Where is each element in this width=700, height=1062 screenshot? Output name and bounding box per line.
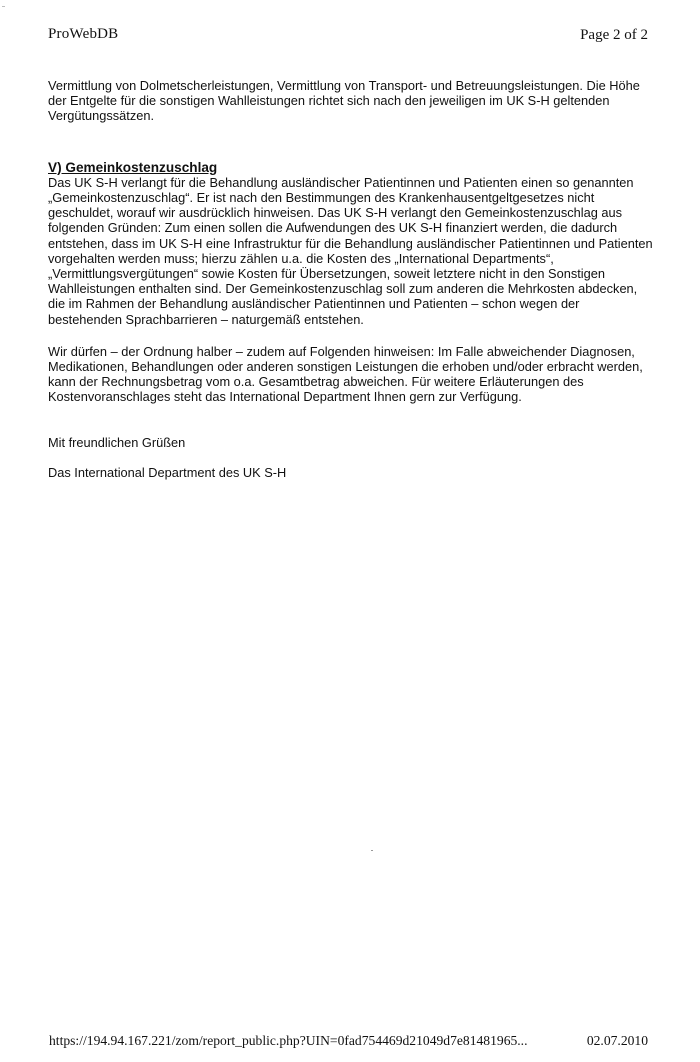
paragraph-hinweis: Wir dürfen – der Ordnung halber – zudem auf Folgenden hinweisen: Im Falle abweichender Diagnosen, Medikationen, Behandlungen oder anderen sonstigen Leistungen die erhoben und/oder erbracht werden, kann der Rechnungsbetrag vom o.a. Gesamtbetrag abweichen. Für weitere Erläuterungen des Kostenvoranschlages steht das International Department Ihnen gern zur Verfügung. [48,343,643,405]
document-body [48,78,654,480]
signature-line: Das International Department des UK S-H [48,464,287,480]
scan-artifact [2,6,5,7]
scan-artifact-dot [371,850,373,851]
header-page-number: Page 2 of 2 [580,27,648,43]
header-app-name: ProWebDB [48,26,119,42]
closing-salutation: Mit freundlichen Grüßen [48,434,186,450]
footer-date: 02.07.2010 [586,1033,648,1048]
paragraph-wahlleistungen: Vermittlung von Dolmetscherleistungen, Vermittlung von Transport- und Betreuungsleistungen. Die Höhe der Entgelte für die sonstigen Wahlleistungen richtet sich nach den jeweiligen im UK S-H geltenden Vergütungssätzen. [48,78,640,124]
paragraph-gemeinkostenzuschlag: Das UK S-H verlangt für die Behandlung ausländischer Patientinnen und Patienten einen so genannten „Gemeinkostenzuschlag“. Er ist nach den Bestimmungen des Krankenhausentgeltgesetzes nicht geschuldet, worauf wir ausdrücklich hinweisen. Das UK S-H verlangt den Gemeinkostenzuschlag aus folgenden Gründen: Zum einen sollen die Aufwendungen des UK S-H finanziert werden, die dadurch entstehen, dass im UK S-H eine Infrastruktur für die Behandlung ausländischer Patientinnen und Patienten vorgehalten werden muss; hierzu zählen u.a. die Kosten des „International Departments“, „Vermittlungsvergütungen“ sowie Kosten für Übersetzungen, soweit letztere nicht in den Sonstigen Wahlleistungen enthalten sind. Der Gemeinkostenzuschlag soll zum anderen die Mehrkosten abdecken, die im Rahmen der Behandlung ausländischer Patientinnen und Patienten – schon wegen der bestehenden Sprachbarrieren – naturgemäß entstehen. [48,174,653,327]
footer-url-link[interactable]: https://194.94.167.221/zom/report_public.php?UIN=0fad754469d21049d7e81481965... [49,1033,528,1048]
section-heading: V) Gemeinkostenzuschlag [48,159,218,175]
